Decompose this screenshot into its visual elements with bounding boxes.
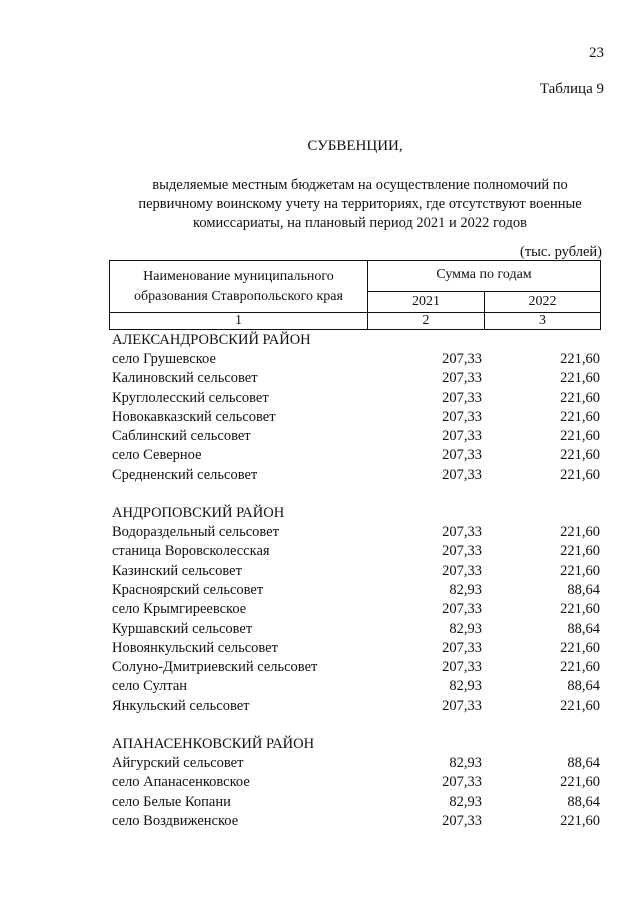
row-value-2021: 207,33 [442,543,482,560]
row-value-2022: 88,64 [567,581,600,598]
row-value-2022: 221,60 [560,389,600,406]
table-row [109,620,601,639]
table-row [109,562,601,581]
row-name: село Крымгиреевское [112,601,247,618]
row-value-2021: 207,33 [442,562,482,579]
row-value-2022: 88,64 [567,755,600,772]
document-title: СУБВЕНЦИИ, [307,138,403,154]
district-name: АПАНАСЕНКОВСКИЙ РАЙОН [112,736,315,753]
row-value-2021: 207,33 [442,370,482,387]
row-name: станица Воровсколесская [112,543,270,560]
row-value-2021: 82,93 [449,678,482,695]
row-value-2022: 221,60 [560,408,600,425]
row-name: Калиновский сельсовет [112,370,258,387]
header-year-2021: 2021 [368,292,485,313]
table-row [109,581,601,600]
header-col-number-3: 3 [539,313,546,328]
row-value-2021: 82,93 [449,581,482,598]
row-name: Казинский сельсовет [112,562,242,579]
row-value-2022: 221,60 [560,466,600,483]
row-value-2022: 221,60 [560,697,600,714]
row-value-2021: 82,93 [449,755,482,772]
row-name: Саблинский сельсовет [112,428,251,445]
row-value-2021: 207,33 [442,389,482,406]
table-row [109,350,601,369]
row-name: Куршавский сельсовет [112,620,253,637]
district-block [109,504,601,716]
row-value-2022: 221,60 [560,524,600,541]
table-row [109,523,601,542]
header-name-line: образования Ставропольского края [134,289,343,304]
row-name: село Белые Копани [112,793,231,810]
row-value-2021: 207,33 [442,601,482,618]
table-row [109,369,601,388]
header-year-2022: 2022 [485,292,600,313]
row-value-2021: 207,33 [442,812,482,829]
row-value-2022: 221,60 [560,812,600,829]
district-name: АНДРОПОВСКИЙ РАЙОН [112,505,285,522]
table-row [109,677,601,696]
table-row [109,697,601,716]
units-label: (тыс. рублей) [520,244,602,260]
row-name: село Султан [112,678,188,695]
header-name-cell [110,261,368,313]
header-name-line: Наименование муниципального [143,269,334,284]
row-value-2022: 221,60 [560,543,600,560]
row-name: Новокавказский сельсовет [112,408,276,425]
row-name: Новоянкульский сельсовет [112,639,278,656]
header-col-number-2: 2 [368,313,485,329]
row-value-2021: 207,33 [442,774,482,791]
row-value-2021: 207,33 [442,428,482,445]
table-row [109,754,601,773]
row-value-2022: 88,64 [567,678,600,695]
subtitle-line: комиссариаты, на плановый период 2021 и 2022 годов [193,215,527,231]
row-name: село Северное [112,447,202,464]
row-name: село Воздвиженское [112,812,239,829]
district-block [109,331,601,485]
row-value-2022: 221,60 [560,351,600,367]
table-row [109,639,601,658]
table-header [109,260,601,330]
row-value-2022: 88,64 [567,620,600,637]
row-name: село Грушевское [112,351,216,367]
table-row [109,389,601,408]
row-name: Водораздельный сельсовет [112,524,279,541]
row-name: Солуно-Дмитриевский сельсовет [112,659,318,676]
header-sum-cell: Сумма по годам [368,261,600,292]
row-value-2022: 221,60 [560,447,600,464]
row-value-2022: 221,60 [560,639,600,656]
row-value-2021: 82,93 [449,620,482,637]
subtitle-line: первичному воинскому учету на территориях, где отсутствуют военные [138,196,582,212]
table-row [109,773,601,792]
row-value-2022: 221,60 [560,659,600,676]
row-name: село Апанасенковское [112,774,250,791]
table-row [109,600,601,619]
subtitle-line: выделяемые местным бюджетам на осуществление полномочий по [152,177,568,193]
row-value-2021: 207,33 [442,447,482,464]
district-name: АЛЕКСАНДРОВСКИЙ РАЙОН [112,332,311,348]
table-row [109,658,601,677]
row-value-2021: 207,33 [442,659,482,676]
row-name: Айгурский сельсовет [112,755,244,772]
table-row [109,466,601,485]
table-body [109,331,601,850]
row-name: Янкульский сельсовет [112,697,250,714]
row-value-2021: 207,33 [442,524,482,541]
document-subtitle [120,176,600,233]
row-value-2022: 221,60 [560,562,600,579]
table-label: Таблица 9 [539,81,604,97]
row-value-2021: 207,33 [442,466,482,483]
row-value-2021: 207,33 [442,639,482,656]
row-value-2021: 207,33 [442,697,482,714]
row-value-2022: 221,60 [560,774,600,791]
row-value-2022: 88,64 [567,793,600,810]
row-value-2022: 221,60 [560,370,600,387]
table-row [109,408,601,427]
row-value-2022: 221,60 [560,428,600,445]
header-col-number-1: 1 [110,313,368,329]
row-name: Круглолесский сельсовет [112,389,269,406]
table-row [109,542,601,561]
row-value-2021: 207,33 [442,408,482,425]
table-row [109,793,601,812]
table-row [109,427,601,446]
district-block [109,735,601,831]
table-row [109,812,601,831]
table-row [109,446,601,465]
page-number: 23 [589,45,604,61]
row-value-2021: 207,33 [442,351,482,367]
row-name: Средненский сельсовет [112,466,258,483]
row-name: Красноярский сельсовет [112,581,264,598]
row-value-2021: 82,93 [449,793,482,810]
row-value-2022: 221,60 [560,601,600,618]
